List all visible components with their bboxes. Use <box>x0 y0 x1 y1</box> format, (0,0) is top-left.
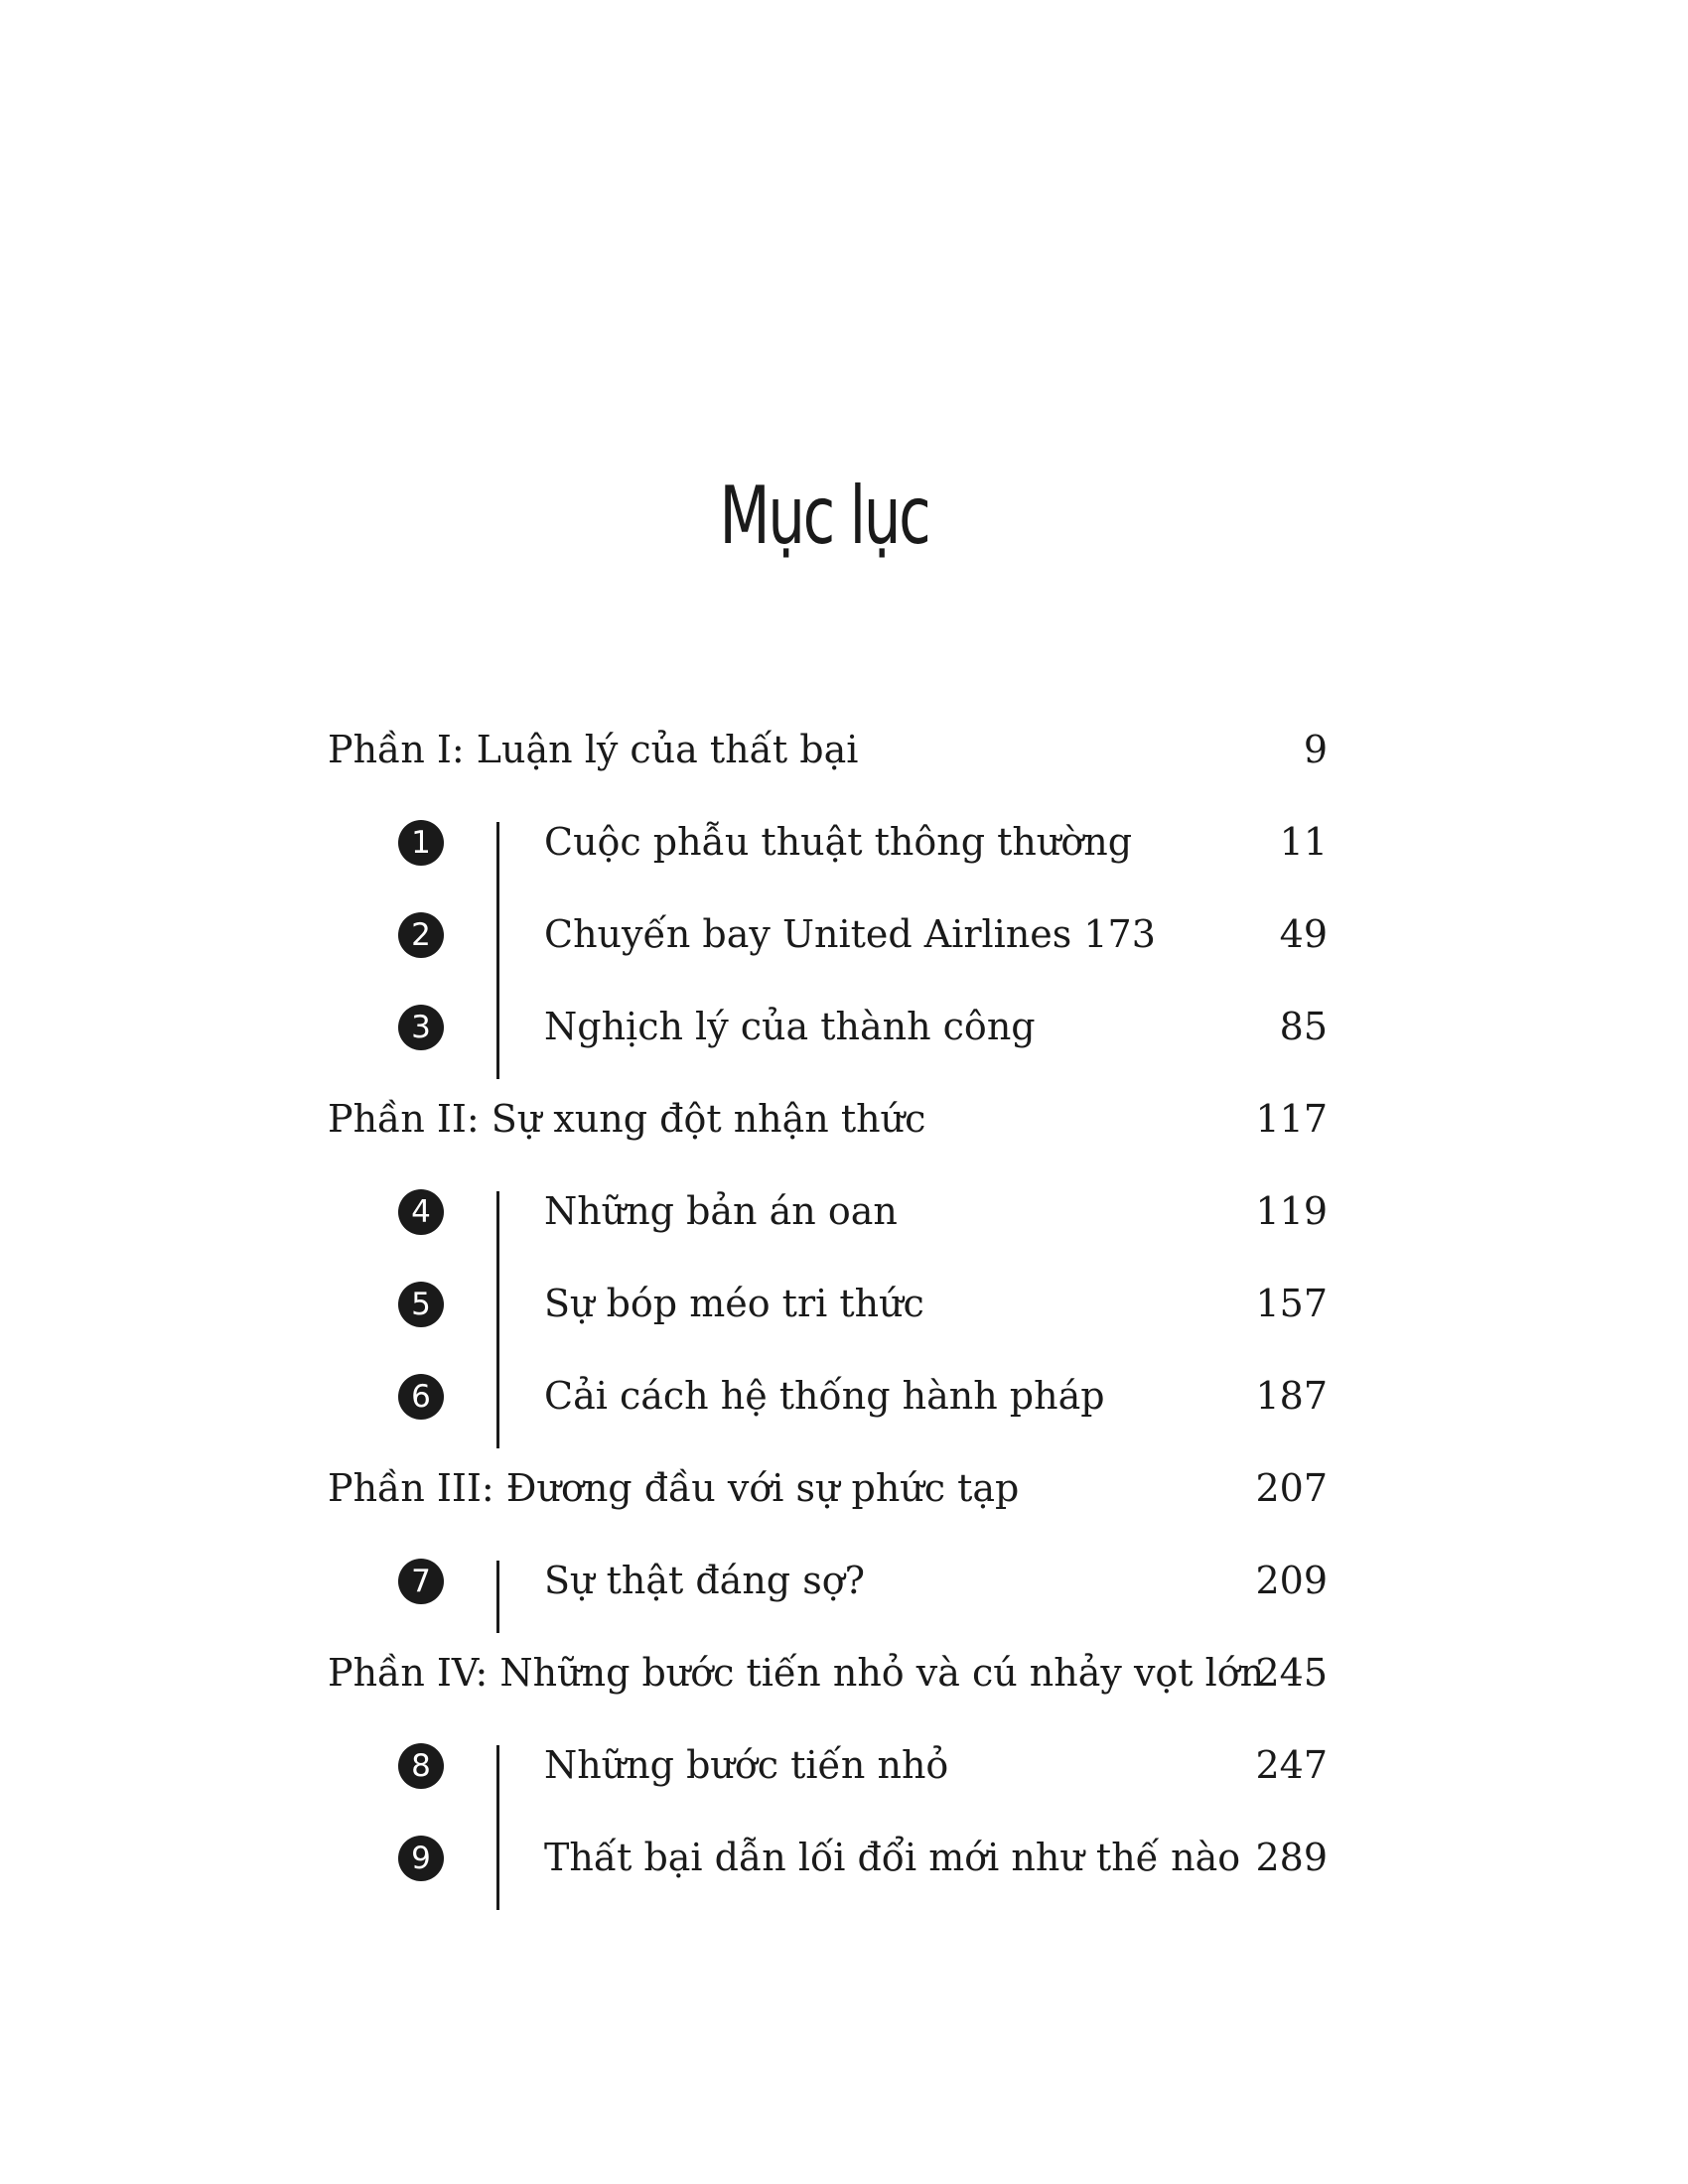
toc-chapter-5[interactable] <box>0 1274 1688 1366</box>
chapter-number-badge: 5 <box>398 1282 444 1327</box>
chapter-title: Cải cách hệ thống hành pháp <box>544 1374 1105 1418</box>
chapter-title: Chuyến bay United Airlines 173 <box>544 912 1156 956</box>
chapter-number-badge: 3 <box>398 1005 444 1050</box>
chapter-group-part-3 <box>0 1551 1688 1643</box>
toc-chapter-6[interactable] <box>0 1366 1688 1458</box>
chapter-page-number: 247 <box>1255 1743 1328 1787</box>
chapter-page-number: 11 <box>1279 820 1328 864</box>
toc-chapter-7[interactable] <box>0 1551 1688 1643</box>
chapter-group-part-2 <box>0 1181 1688 1458</box>
page-title: Mục lục <box>719 470 929 562</box>
toc-part-1[interactable] <box>0 720 1688 812</box>
chapter-page-number: 119 <box>1255 1189 1328 1233</box>
toc-chapter-9[interactable] <box>0 1828 1688 1920</box>
chapter-group-part-4 <box>0 1735 1688 1920</box>
chapter-number-badge: 8 <box>398 1743 444 1789</box>
part-title: Phần I: Luận lý của thất bại <box>328 728 859 771</box>
part-title: Phần IV: Những bước tiến nhỏ và cú nhảy vọt lớn <box>328 1651 1265 1695</box>
chapter-number-badge: 2 <box>398 912 444 958</box>
chapter-group-part-1 <box>0 812 1688 1089</box>
chapter-number-badge: 4 <box>398 1189 444 1235</box>
chapter-title: Sự bóp méo tri thức <box>544 1282 924 1325</box>
chapter-number-badge: 6 <box>398 1374 444 1420</box>
chapter-title: Những bước tiến nhỏ <box>544 1743 949 1787</box>
toc-part-2[interactable] <box>0 1089 1688 1181</box>
part-title: Phần III: Đương đầu với sự phức tạp <box>328 1466 1020 1510</box>
chapter-page-number: 157 <box>1255 1282 1328 1325</box>
chapter-page-number: 49 <box>1279 912 1328 956</box>
toc-chapter-1[interactable] <box>0 812 1688 904</box>
chapter-title: Cuộc phẫu thuật thông thường <box>544 820 1133 864</box>
toc-chapter-4[interactable] <box>0 1181 1688 1274</box>
toc-chapter-3[interactable] <box>0 997 1688 1089</box>
chapter-page-number: 289 <box>1255 1836 1328 1879</box>
toc-chapter-8[interactable] <box>0 1735 1688 1828</box>
chapter-number-badge: 1 <box>398 820 444 866</box>
chapter-page-number: 187 <box>1255 1374 1328 1418</box>
chapter-page-number: 209 <box>1255 1559 1328 1602</box>
chapter-title: Sự thật đáng sợ? <box>544 1559 865 1602</box>
chapter-title: Những bản án oan <box>544 1189 898 1233</box>
table-of-contents <box>0 720 1688 1920</box>
part-page-number: 117 <box>1255 1097 1328 1141</box>
chapter-page-number: 85 <box>1279 1005 1328 1048</box>
part-title: Phần II: Sự xung đột nhận thức <box>328 1097 926 1141</box>
chapter-title: Nghịch lý của thành công <box>544 1005 1036 1048</box>
chapter-number-badge: 9 <box>398 1836 444 1881</box>
part-page-number: 245 <box>1255 1651 1328 1695</box>
part-page-number: 9 <box>1303 728 1328 771</box>
toc-part-4[interactable] <box>0 1643 1688 1735</box>
chapter-title: Thất bại dẫn lối đổi mới như thế nào <box>544 1836 1241 1879</box>
toc-part-3[interactable] <box>0 1458 1688 1551</box>
toc-chapter-2[interactable] <box>0 904 1688 997</box>
part-page-number: 207 <box>1255 1466 1328 1510</box>
chapter-number-badge: 7 <box>398 1559 444 1604</box>
